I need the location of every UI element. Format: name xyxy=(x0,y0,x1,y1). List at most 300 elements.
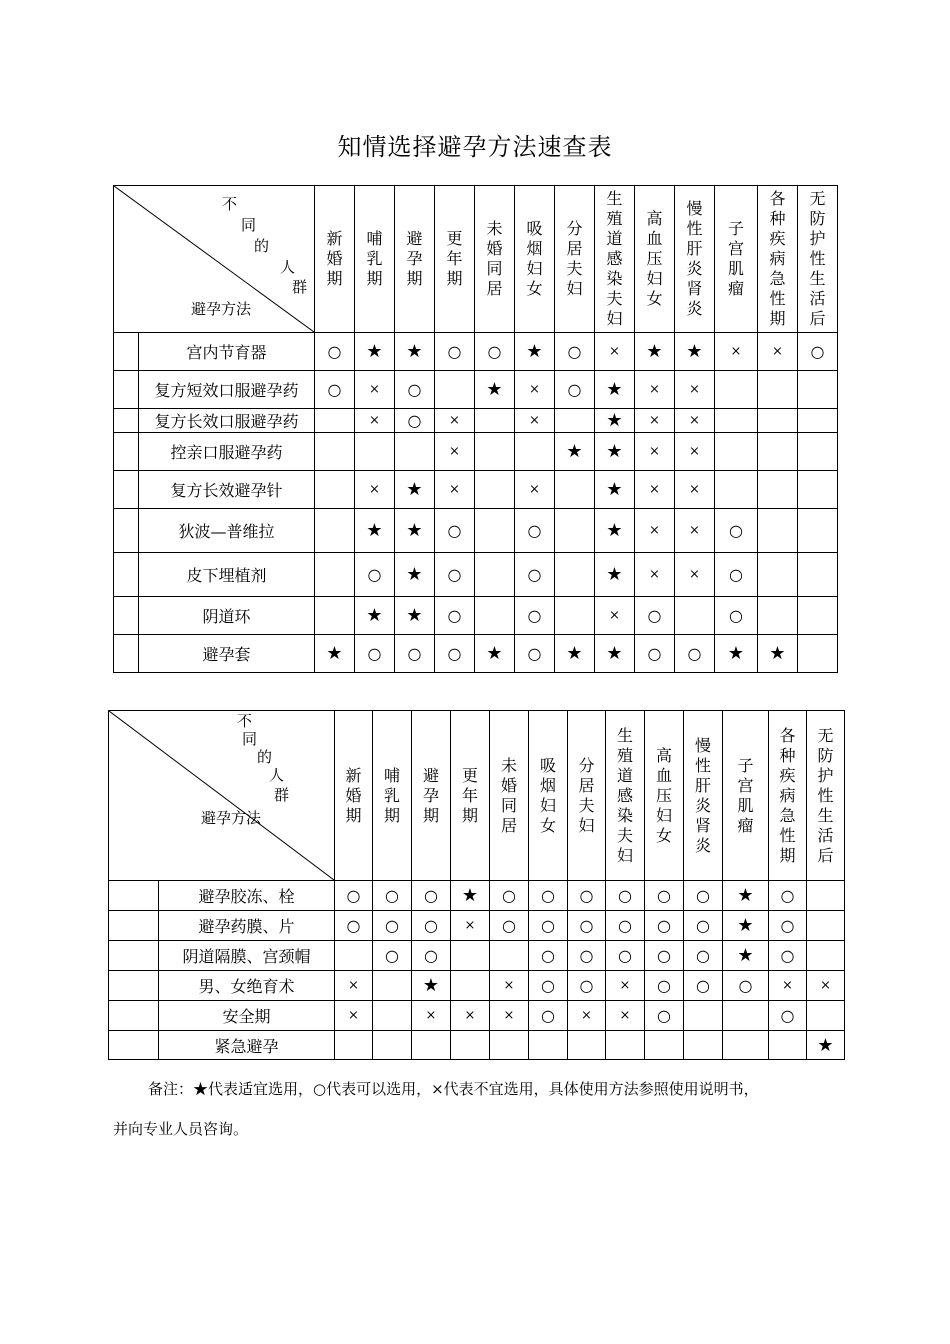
mark-cell xyxy=(798,635,838,673)
column-header xyxy=(515,186,555,333)
mark-symbol: × xyxy=(609,608,620,623)
mark-symbol: ★ xyxy=(727,643,745,664)
table-row xyxy=(114,471,838,509)
mark-cell xyxy=(335,971,373,1001)
mark-cell xyxy=(675,597,715,635)
mark-cell xyxy=(555,409,595,433)
mark-symbol: ○ xyxy=(567,342,582,361)
row-index-cell xyxy=(114,553,139,597)
method-label: 男、女绝育术 xyxy=(159,971,335,1001)
mark-cell xyxy=(635,333,675,371)
mark-cell xyxy=(798,433,838,471)
column-header xyxy=(715,186,758,333)
mark-cell xyxy=(490,1031,529,1060)
method-label: 紧急避孕 xyxy=(159,1031,335,1060)
mark-cell xyxy=(435,553,475,597)
mark-symbol: × xyxy=(649,567,660,582)
mark-symbol: ★ xyxy=(526,341,543,362)
mark-cell xyxy=(595,433,635,471)
mark-cell xyxy=(595,333,635,371)
mark-cell xyxy=(568,1031,606,1060)
column-header xyxy=(555,186,595,333)
mark-cell xyxy=(807,1001,845,1031)
mark-symbol: ○ xyxy=(527,606,542,625)
mark-symbol: ★ xyxy=(406,564,423,585)
mark-symbol: ○ xyxy=(810,342,825,361)
mark-symbol: ○ xyxy=(385,946,399,965)
mark-cell xyxy=(335,1031,373,1060)
mark-cell xyxy=(515,333,555,371)
table-row xyxy=(109,971,845,1001)
mark-cell xyxy=(490,1001,529,1031)
mark-symbol: × xyxy=(689,482,700,497)
mark-cell xyxy=(555,509,595,553)
mark-cell xyxy=(675,471,715,509)
mark-symbol: ○ xyxy=(696,916,710,935)
mark-cell xyxy=(798,471,838,509)
mark-cell xyxy=(435,597,475,635)
column-header xyxy=(635,186,675,333)
method-label: 复方长效避孕针 xyxy=(139,471,315,509)
mark-symbol: ★ xyxy=(566,643,583,664)
mark-symbol: ○ xyxy=(780,916,795,935)
mark-symbol: × xyxy=(689,523,700,538)
mark-cell xyxy=(798,553,838,597)
mark-cell xyxy=(412,971,451,1001)
row-index-cell xyxy=(109,971,159,1001)
mark-cell xyxy=(555,553,595,597)
mark-cell xyxy=(635,471,675,509)
mark-cell xyxy=(675,371,715,409)
method-label: 控亲口服避孕药 xyxy=(139,433,315,471)
mark-cell xyxy=(684,941,723,971)
mark-symbol: ○ xyxy=(541,1006,555,1025)
column-header xyxy=(490,711,529,881)
mark-cell xyxy=(635,553,675,597)
table-row xyxy=(114,635,838,673)
mark-symbol: ○ xyxy=(385,886,399,905)
row-index-cell xyxy=(114,509,139,553)
mark-symbol: × xyxy=(369,482,380,497)
mark-cell xyxy=(595,471,635,509)
legend-note: 备注：★代表适宜选用，○代表可以选用，×代表不宜选用，具体使用方法参照使用说明书， xyxy=(148,1080,759,1098)
column-header-label: 更年期 xyxy=(461,765,478,825)
mark-symbol: × xyxy=(782,978,793,993)
table-row xyxy=(114,553,838,597)
mark-cell xyxy=(490,881,529,911)
mark-cell xyxy=(355,597,395,635)
mark-symbol: ★ xyxy=(737,915,754,936)
mark-cell xyxy=(769,1031,807,1060)
column-header xyxy=(412,711,451,881)
mark-symbol: ○ xyxy=(618,886,632,905)
mark-cell xyxy=(675,509,715,553)
mark-cell xyxy=(769,971,807,1001)
method-label: 皮下埋植剂 xyxy=(139,553,315,597)
mark-cell xyxy=(490,911,529,941)
mark-cell xyxy=(395,597,435,635)
mark-cell xyxy=(723,1031,769,1060)
mark-cell xyxy=(412,1001,451,1031)
mark-cell xyxy=(606,1031,645,1060)
mark-cell xyxy=(529,941,568,971)
mark-cell xyxy=(769,941,807,971)
mark-cell xyxy=(475,635,515,673)
mark-symbol: × xyxy=(730,344,742,359)
mark-symbol: ○ xyxy=(657,1006,671,1025)
column-header xyxy=(315,186,355,333)
method-label: 复方长效口服避孕药 xyxy=(139,409,315,433)
diagonal-header-cell xyxy=(114,186,315,333)
method-label: 避孕药膜、片 xyxy=(159,911,335,941)
mark-symbol: × xyxy=(464,918,476,933)
mark-symbol: ○ xyxy=(327,380,342,399)
diag-label: 的 xyxy=(254,237,270,255)
column-header xyxy=(395,186,435,333)
mark-cell xyxy=(769,1001,807,1031)
column-header-label: 更年期 xyxy=(446,229,463,288)
mark-cell xyxy=(758,409,798,433)
column-header xyxy=(335,711,373,881)
mark-symbol: ★ xyxy=(606,479,623,500)
column-header xyxy=(595,186,635,333)
mark-cell xyxy=(684,1001,723,1031)
mark-symbol: ★ xyxy=(606,564,623,585)
row-index-cell xyxy=(109,1001,159,1031)
mark-symbol: ★ xyxy=(406,479,423,500)
column-header xyxy=(606,711,645,881)
mark-cell xyxy=(315,409,355,433)
mark-symbol: ★ xyxy=(606,379,623,400)
mark-cell xyxy=(606,1001,645,1031)
mark-cell xyxy=(435,471,475,509)
mark-symbol: × xyxy=(449,413,460,428)
mark-cell xyxy=(635,409,675,433)
mark-symbol: ○ xyxy=(346,916,361,935)
mark-cell xyxy=(373,911,412,941)
mark-symbol: ○ xyxy=(367,644,382,663)
mark-cell xyxy=(555,433,595,471)
column-header xyxy=(451,711,490,881)
diag-label: 不 xyxy=(222,195,238,213)
row-index-cell xyxy=(114,433,139,471)
diag-label: 群 xyxy=(292,278,308,296)
mark-cell xyxy=(475,597,515,635)
mark-symbol: ★ xyxy=(606,520,623,541)
mark-cell xyxy=(675,433,715,471)
mark-symbol: ○ xyxy=(487,342,502,361)
mark-symbol: ○ xyxy=(696,976,710,995)
mark-symbol: ○ xyxy=(527,565,542,584)
mark-cell xyxy=(395,509,435,553)
mark-symbol: ★ xyxy=(406,341,423,362)
mark-cell xyxy=(645,1001,684,1031)
mark-cell xyxy=(715,635,758,673)
mark-cell xyxy=(715,597,758,635)
mark-symbol: ○ xyxy=(687,644,702,663)
mark-cell xyxy=(568,881,606,911)
column-header-label: 子宫肌瘤 xyxy=(737,755,754,835)
mark-cell xyxy=(635,509,675,553)
mark-cell xyxy=(529,1031,568,1060)
mark-cell xyxy=(475,333,515,371)
table-row xyxy=(114,597,838,635)
mark-symbol: × xyxy=(369,382,380,397)
mark-cell xyxy=(758,597,798,635)
mark-cell xyxy=(595,509,635,553)
diag-label: 的 xyxy=(257,748,273,766)
mark-symbol: ○ xyxy=(780,1006,795,1025)
mark-cell xyxy=(529,911,568,941)
mark-cell xyxy=(335,941,373,971)
mark-cell xyxy=(675,635,715,673)
mark-cell xyxy=(555,471,595,509)
column-header xyxy=(373,711,412,881)
mark-cell xyxy=(684,1031,723,1060)
mark-symbol: ○ xyxy=(385,916,399,935)
mark-cell xyxy=(798,597,838,635)
mark-cell xyxy=(715,409,758,433)
mark-cell xyxy=(635,371,675,409)
mark-cell xyxy=(315,371,355,409)
table-header-row xyxy=(114,186,838,333)
mark-symbol: ★ xyxy=(606,643,623,664)
mark-symbol: ○ xyxy=(424,946,438,965)
mark-symbol: ★ xyxy=(646,341,663,362)
mark-cell xyxy=(807,911,845,941)
mark-cell xyxy=(315,597,355,635)
column-header-label: 吸烟妇女 xyxy=(539,755,556,835)
row-index-cell xyxy=(109,941,159,971)
mark-cell xyxy=(475,553,515,597)
mark-cell xyxy=(675,409,715,433)
table-row xyxy=(109,881,845,911)
column-header-label: 避孕期 xyxy=(406,229,423,288)
mark-symbol: ★ xyxy=(686,341,703,362)
mark-cell xyxy=(315,635,355,673)
mark-cell xyxy=(490,941,529,971)
mark-symbol: ○ xyxy=(729,565,743,584)
column-header xyxy=(568,711,606,881)
mark-cell xyxy=(315,333,355,371)
mark-symbol: × xyxy=(369,413,380,428)
mark-symbol: ★ xyxy=(366,520,383,541)
mark-symbol: ○ xyxy=(657,976,671,995)
mark-symbol: × xyxy=(689,444,700,459)
mark-symbol: ○ xyxy=(424,886,438,905)
mark-cell xyxy=(595,553,635,597)
mark-cell xyxy=(715,509,758,553)
column-header-label: 分居夫妇 xyxy=(578,755,595,835)
mark-symbol: ○ xyxy=(579,916,594,935)
mark-cell xyxy=(373,1031,412,1060)
mark-symbol: ○ xyxy=(407,380,422,399)
mark-symbol: ★ xyxy=(406,605,423,626)
mark-symbol: × xyxy=(689,567,700,582)
table-row xyxy=(114,433,838,471)
mark-cell xyxy=(373,971,412,1001)
mark-cell xyxy=(798,409,838,433)
mark-cell xyxy=(435,433,475,471)
mark-symbol: × xyxy=(619,978,631,993)
row-index-cell xyxy=(109,911,159,941)
column-header-label: 无防护性生活后 xyxy=(809,189,826,328)
mark-symbol: × xyxy=(772,344,783,359)
mark-cell xyxy=(515,409,555,433)
mark-cell xyxy=(395,409,435,433)
mark-symbol: ○ xyxy=(618,946,632,965)
mark-symbol: ○ xyxy=(579,886,594,905)
mark-cell xyxy=(568,941,606,971)
mark-cell xyxy=(475,371,515,409)
diag-label-methods: 避孕方法 xyxy=(201,809,262,827)
mark-cell xyxy=(645,911,684,941)
mark-symbol: ○ xyxy=(447,606,462,625)
mark-cell xyxy=(675,553,715,597)
method-label: 避孕套 xyxy=(139,635,315,673)
diagonal-header-cell xyxy=(109,711,335,881)
mark-symbol: ○ xyxy=(527,521,542,540)
mark-cell xyxy=(490,971,529,1001)
contraception-table-1 xyxy=(113,185,838,673)
mark-symbol: ★ xyxy=(326,643,343,664)
mark-cell xyxy=(373,881,412,911)
table-row xyxy=(114,333,838,371)
mark-cell xyxy=(395,553,435,597)
mark-cell xyxy=(568,911,606,941)
row-index-cell xyxy=(109,1031,159,1060)
table-row xyxy=(114,509,838,553)
table-row xyxy=(114,409,838,433)
table-row xyxy=(109,911,845,941)
mark-cell xyxy=(798,509,838,553)
mark-symbol: × xyxy=(649,482,660,497)
mark-cell xyxy=(475,471,515,509)
mark-symbol: ○ xyxy=(738,976,753,995)
diag-label: 不 xyxy=(237,712,253,730)
column-header-label: 无防护性生活后 xyxy=(817,725,834,865)
mark-symbol: × xyxy=(649,444,660,459)
legend-note-continued: 并向专业人员咨询。 xyxy=(113,1120,249,1138)
mark-symbol: ○ xyxy=(541,916,555,935)
mark-cell xyxy=(715,333,758,371)
mark-symbol: ★ xyxy=(817,1034,834,1056)
mark-symbol: ○ xyxy=(696,946,710,965)
mark-cell xyxy=(635,635,675,673)
method-label: 宫内节育器 xyxy=(139,333,315,371)
column-header xyxy=(769,711,807,881)
diag-label: 人 xyxy=(269,766,285,784)
mark-cell xyxy=(635,433,675,471)
mark-symbol: × xyxy=(529,382,540,397)
mark-cell xyxy=(595,597,635,635)
mark-cell xyxy=(529,1001,568,1031)
row-index-cell xyxy=(114,371,139,409)
mark-cell xyxy=(355,333,395,371)
column-header-label: 各种疾病急性期 xyxy=(769,189,786,328)
mark-symbol: × xyxy=(689,413,700,428)
column-header xyxy=(675,186,715,333)
column-header-label: 避孕期 xyxy=(422,765,439,825)
mark-symbol: ○ xyxy=(780,946,795,965)
mark-symbol: ○ xyxy=(502,916,516,935)
mark-cell xyxy=(435,635,475,673)
column-header-label: 各种疾病急性期 xyxy=(779,725,796,865)
mark-symbol: × xyxy=(581,1008,592,1023)
mark-cell xyxy=(355,371,395,409)
contraception-table-2 xyxy=(108,710,845,1060)
mark-symbol: ○ xyxy=(567,380,582,399)
mark-cell xyxy=(412,881,451,911)
row-index-cell xyxy=(114,333,139,371)
mark-cell xyxy=(451,971,490,1001)
mark-cell xyxy=(555,635,595,673)
mark-cell xyxy=(515,509,555,553)
mark-symbol: ○ xyxy=(579,946,594,965)
method-label: 阴道隔膜、宫颈帽 xyxy=(159,941,335,971)
column-header xyxy=(529,711,568,881)
mark-symbol: ○ xyxy=(367,565,382,584)
mark-cell xyxy=(435,371,475,409)
method-label: 安全期 xyxy=(159,1001,335,1031)
mark-symbol: × xyxy=(529,413,540,428)
mark-cell xyxy=(529,971,568,1001)
mark-cell xyxy=(758,371,798,409)
diag-label: 群 xyxy=(274,786,290,804)
mark-symbol: ★ xyxy=(486,643,503,664)
mark-symbol: ○ xyxy=(647,644,662,663)
mark-cell xyxy=(515,433,555,471)
mark-symbol: ○ xyxy=(541,946,555,965)
mark-symbol: ★ xyxy=(606,410,623,431)
mark-symbol: ★ xyxy=(737,945,754,966)
table-row xyxy=(109,941,845,971)
mark-cell xyxy=(807,1031,845,1060)
column-header-label: 生殖道感染夫妇 xyxy=(616,725,633,865)
mark-cell xyxy=(807,941,845,971)
diag-label: 人 xyxy=(280,258,296,276)
mark-cell xyxy=(515,553,555,597)
row-index-cell xyxy=(114,597,139,635)
mark-symbol: ○ xyxy=(407,644,422,663)
mark-symbol: ★ xyxy=(366,341,383,362)
mark-cell xyxy=(515,597,555,635)
column-header-label: 生殖道感染夫妇 xyxy=(606,189,623,328)
mark-symbol: ★ xyxy=(422,975,440,996)
mark-cell xyxy=(715,433,758,471)
mark-cell xyxy=(758,333,798,371)
mark-symbol: ○ xyxy=(527,644,542,663)
mark-cell xyxy=(606,881,645,911)
row-index-cell xyxy=(109,881,159,911)
mark-cell xyxy=(395,471,435,509)
mark-cell xyxy=(635,597,675,635)
mark-cell xyxy=(451,1001,490,1031)
mark-cell xyxy=(758,635,798,673)
mark-symbol: ○ xyxy=(346,886,361,905)
column-header-label: 高血压妇女 xyxy=(646,209,663,308)
table-row xyxy=(109,1031,845,1060)
mark-cell xyxy=(758,433,798,471)
column-header-label: 新婚期 xyxy=(345,765,362,825)
mark-cell xyxy=(595,409,635,433)
mark-cell xyxy=(555,597,595,635)
mark-cell xyxy=(475,409,515,433)
mark-cell xyxy=(475,433,515,471)
mark-cell xyxy=(435,409,475,433)
mark-symbol: ★ xyxy=(769,643,786,664)
mark-cell xyxy=(684,911,723,941)
